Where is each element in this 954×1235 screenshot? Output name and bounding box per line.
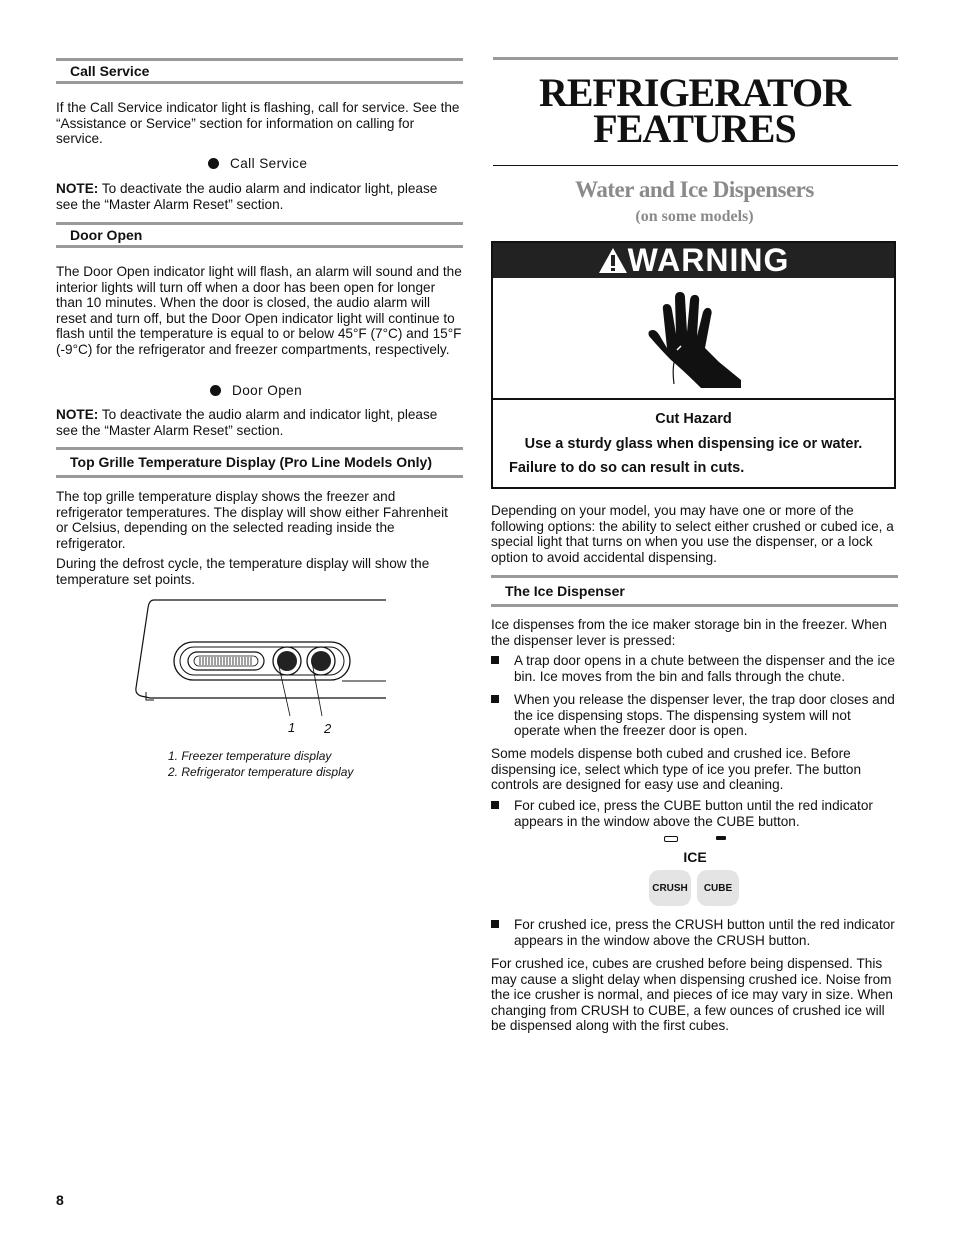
door-open-note [56,407,463,438]
bullet-square-icon [491,920,499,928]
warning-line-1: Use a sturdy glass when dispensing ice or water. [524,436,863,452]
caption-2: 2. Refrigerator temperature display [168,765,354,779]
call-service-text: If the Call Service indicator light is flashing, call for service. See the “Assistance or Service” section for information on calling for service. [56,100,460,147]
crush-indicator-window [664,836,678,842]
ice-panel-label: ICE [683,849,707,865]
intro-text: Depending on your model, you may have one or more of the following options: the ability to select either crushed or cubed ice, a special light that turns on when you use the dispenser, or a lock option to avoid accidental dispensing. [491,503,894,565]
warning-triangle-icon [598,247,628,274]
indicator-light-icon [208,158,219,169]
call-service-heading: Call Service [56,58,463,84]
title-rule [493,165,898,166]
bullet-item-2 [491,692,898,739]
warning-header [493,243,894,278]
warning-box [491,241,896,489]
top-grille-heading: Top Grille Temperature Display (Pro Line Models Only) [56,447,463,478]
door-open-heading: Door Open [56,222,463,248]
ice-dispenser-text: Ice dispenses from the ice maker storage bin in the freezer. When the dispenser lever is pressed: [491,617,887,648]
call-service-indicator [208,156,307,171]
bullet-square-icon [491,656,499,664]
ice-dispenser-heading: The Ice Dispenser [491,575,898,607]
door-open-indicator [210,383,302,398]
call-service-note [56,181,463,212]
section-title: Water and Ice Dispensers [575,177,814,202]
call-service-indicator-label: Call Service [230,156,308,171]
crush-button[interactable]: CRUSH [649,870,691,906]
note-text: To deactivate the audio alarm and indicator light, please see the “Master Alarm Reset” section. [56,181,438,212]
door-open-text: The Door Open indicator light will flash, an alarm will sound and the interior lights will turn off when a door has been open for longer than 10 minutes. When the door is closed, the audio alarm will reset and turn off, but the Door Open indicator light will continue to flash until the temperature is equal to or below 45°F (7°C) and 15°F (-9°C) for the refrigerator and freezer compartments, respectively. [56,264,462,357]
page-title-line-1: REFRIGERATOR [538,70,850,115]
page-number: 8 [56,1192,64,1208]
note-label: NOTE: [56,181,99,196]
crushed-ice-text: For crushed ice, cubes are crushed before being dispensed. This may cause a slight delay when dispensing crushed ice. Noise from the ice crusher is normal, and pieces of ice may vary in size. When changing from CRUSH to CUBE, a few ounces of crushed ice will be dispensed along with the first cubes. [491,956,893,1034]
bullet-square-icon [491,801,499,809]
indicator-light-icon [210,385,221,396]
cube-button[interactable]: CUBE [697,870,739,906]
bullet-text-3: For cubed ice, press the CUBE button until the red indicator appears in the window above the CUBE button. [514,798,873,829]
note-label: NOTE: [56,407,99,422]
section-subtitle: (on some models) [635,208,754,225]
bullet-square-icon [491,695,499,703]
callout-1: 1 [288,720,296,735]
page-title-line-2: FEATURES [593,106,796,151]
bullet-text-1: A trap door opens in a chute between the dispenser and the ice bin. Ice moves from the bin and falls through the chute. [514,653,895,684]
note-text: To deactivate the audio alarm and indicator light, please see the “Master Alarm Reset” section. [56,407,438,438]
top-rule [493,57,898,60]
caption-1: 1. Freezer temperature display [168,749,332,763]
top-grille-text-1: The top grille temperature display shows the freezer and refrigerator temperatures. The display will show either Fahrenheit or Celsius, depending on the selected reading inside the refrigerator. [56,489,448,551]
bullet-item-1 [491,653,898,684]
cut-hand-icon [641,288,745,392]
bullet-text-2: When you release the dispenser lever, the trap door closes and the ice dispensing stops. The dispensing system will not operate when the freezer door is open. [514,692,895,739]
bullet-text-4: For crushed ice, press the CRUSH button until the red indicator appears in the window above the CRUSH button. [514,917,895,948]
ice-options-text: Some models dispense both cubed and crushed ice. Before dispensing ice, select which type of ice you prefer. The button controls are designed for easy use and cleaning. [491,746,862,793]
cube-indicator-window [716,836,726,840]
warning-image-area [493,278,894,400]
warning-line-2: Failure to do so can result in cuts. [509,460,745,476]
callout-2: 2 [324,721,332,736]
warning-hazard: Cut Hazard [655,411,732,427]
door-open-indicator-label: Door Open [232,383,303,398]
bullet-item-4 [491,917,898,948]
temperature-display-illustration [132,596,392,741]
warning-label: WARNING [627,242,790,278]
top-grille-text-2: During the defrost cycle, the temperature display will show the temperature set points. [56,556,430,587]
bullet-item-3 [491,798,898,829]
